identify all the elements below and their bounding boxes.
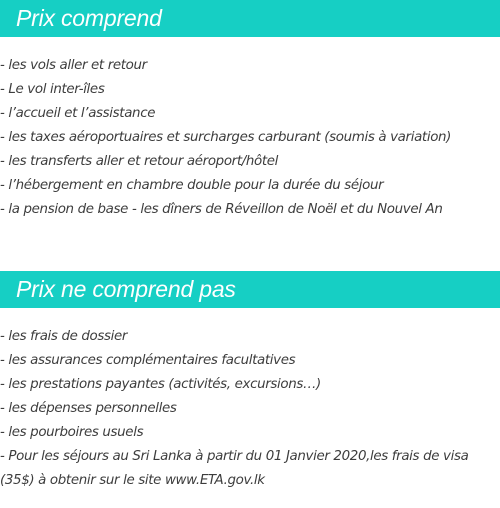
list-item: - les taxes aéroportuaires et surcharges carburant (soumis à variation) (0, 130, 452, 145)
list-item: - les frais de dossier (0, 329, 128, 344)
list-item: - la pension de base - les dîners de Réveillon de Noël et du Nouvel An (0, 202, 443, 217)
excluded-items-list (0, 325, 500, 493)
list-item: - l’hébergement en chambre double pour la durée du séjour (0, 178, 384, 193)
excluded-section-title: Prix ne comprend pas (16, 276, 236, 302)
included-section-title: Prix comprend (16, 5, 162, 31)
list-item: - Le vol inter-îles (0, 82, 105, 97)
included-items-list (0, 54, 500, 222)
list-item: - les dépenses personnelles (0, 401, 177, 416)
list-item: - les vols aller et retour (0, 58, 147, 73)
list-item: - l’accueil et l’assistance (0, 106, 156, 121)
list-item: - les assurances complémentaires facultatives (0, 353, 296, 368)
list-item: - les prestations payantes (activités, excursions…) (0, 377, 321, 392)
list-item: - Pour les séjours au Sri Lanka à partir du 01 Janvier 2020,les frais de visa (35$) à obtenir sur le site www.ETA.gov.lk (0, 449, 469, 488)
list-item: - les pourboires usuels (0, 425, 144, 440)
included-section-header (0, 0, 500, 37)
list-item: - les transferts aller et retour aéroport/hôtel (0, 154, 279, 169)
excluded-section-header (0, 271, 500, 308)
